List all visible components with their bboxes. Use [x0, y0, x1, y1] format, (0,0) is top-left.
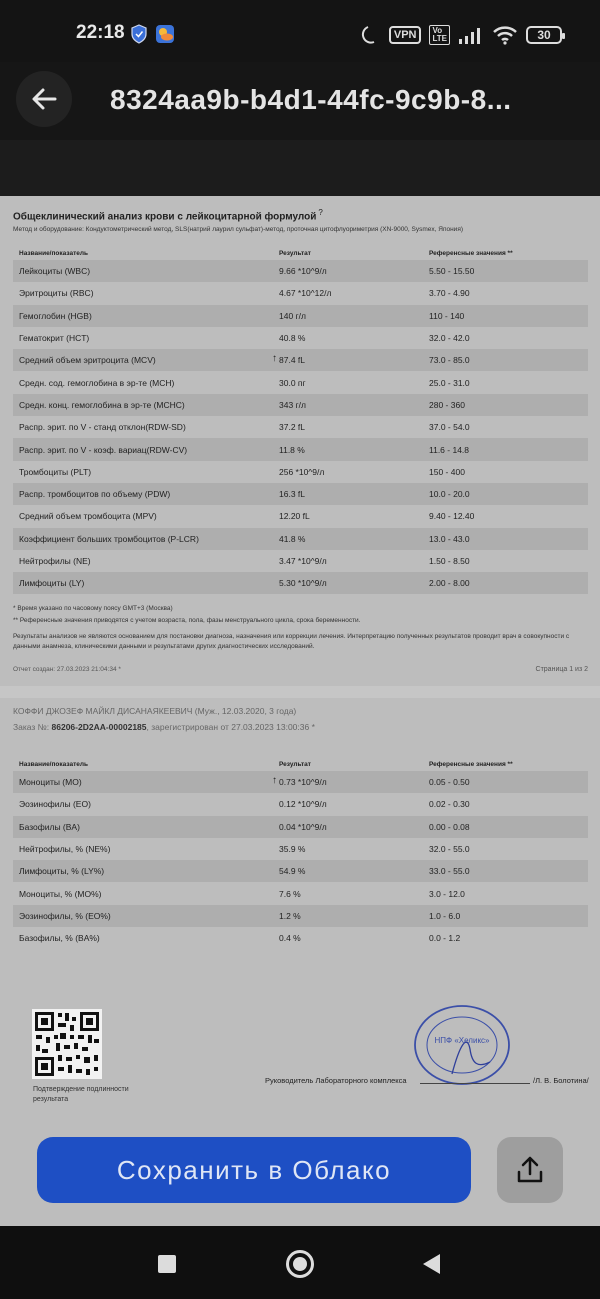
row-name: Лейкоциты (WBC)	[19, 266, 91, 277]
col-result-header: Результат	[279, 249, 311, 257]
table-body-page2	[13, 771, 588, 949]
arrow-left-icon	[30, 85, 58, 113]
content-top-spacer	[0, 140, 600, 196]
row-result-value: 87.4 fL	[279, 355, 305, 366]
table-row	[13, 550, 588, 572]
app-header	[0, 62, 600, 140]
row-reference: 13.0 - 43.0	[429, 533, 470, 544]
results-table-page2	[13, 757, 588, 949]
row-result	[279, 889, 429, 899]
order-info	[13, 722, 315, 732]
row-result	[279, 311, 429, 321]
row-result	[279, 333, 429, 343]
system-nav-bar	[0, 1226, 600, 1299]
row-name: Тромбоциты (PLT)	[19, 466, 92, 477]
row-result	[279, 578, 429, 588]
qr-code	[32, 1009, 102, 1079]
row-result	[279, 266, 429, 276]
row-reference: 150 - 400	[429, 466, 465, 477]
signal-icon	[458, 26, 484, 44]
info-icon: ?	[318, 208, 323, 217]
row-name: Коэффициент больших тромбоцитов (P-LCR)	[19, 533, 199, 544]
order-prefix: Заказ №:	[13, 722, 50, 732]
row-reference: 37.0 - 54.0	[429, 422, 470, 433]
note-timezone: * Время указано по часовому поясу GMT+3 (Москва)	[13, 605, 173, 612]
home-button[interactable]	[286, 1250, 314, 1278]
table-row	[13, 327, 588, 349]
row-result	[279, 822, 429, 832]
row-name: Лимфоциты, % (LY%)	[19, 866, 105, 877]
row-result-value: 40.8 %	[279, 333, 306, 344]
table-row	[13, 793, 588, 815]
row-result	[279, 400, 429, 410]
row-result	[279, 378, 429, 388]
row-reference: 0.00 - 0.08	[429, 821, 470, 832]
status-time: 22:18	[76, 22, 125, 43]
row-result-value: 16.3 fL	[279, 489, 305, 500]
row-name: Эозинофилы, % (EO%)	[19, 910, 111, 921]
stamp-seal	[412, 1004, 512, 1086]
row-reference: 32.0 - 42.0	[429, 333, 470, 344]
row-reference: 0.05 - 0.50	[429, 777, 470, 788]
table-row	[13, 438, 588, 460]
row-result-value: 35.9 %	[279, 844, 306, 855]
row-reference: 3.0 - 12.0	[429, 888, 465, 899]
table-row	[13, 349, 588, 371]
share-icon	[515, 1155, 545, 1185]
row-name: Средний объем тромбоцита (MPV)	[19, 511, 157, 522]
row-result-value: 0.04 *10^9/л	[279, 821, 327, 832]
row-result	[279, 467, 429, 477]
row-reference: 2.00 - 8.00	[429, 578, 470, 589]
table-row	[13, 927, 588, 949]
row-result-value: 9.66 *10^9/л	[279, 266, 327, 277]
signature-label: Руководитель Лабораторного комплекса	[265, 1076, 407, 1085]
battery-indicator: 30	[526, 26, 562, 44]
table-row	[13, 505, 588, 527]
row-name: Моноциты (MO)	[19, 777, 82, 788]
row-result-value: 4.67 *10^12/л	[279, 288, 332, 299]
row-reference: 0.0 - 1.2	[429, 933, 461, 944]
note-disclaimer: Результаты анализов не являются основанием для постановки диагноза, назначения или коррекции лечения. Интерпретацию полученных результатов проводит врач в совокупности с данными анамнеза, клиническими данными и результатами других диагностических исследований.	[13, 633, 570, 650]
col-name-header: Название/показатель	[19, 760, 89, 768]
row-name: Распр. эрит. по V - станд отклон(RDW-SD)	[19, 422, 186, 433]
page-divider	[0, 686, 600, 698]
table-row	[13, 860, 588, 882]
row-result-value: 343 г/л	[279, 399, 306, 410]
table-row	[13, 816, 588, 838]
share-button[interactable]	[497, 1137, 563, 1203]
row-name: Моноциты, % (MO%)	[19, 888, 102, 899]
row-name: Базофилы, % (BA%)	[19, 933, 100, 944]
qr-caption: Подтверждение подлинности результата	[33, 1086, 129, 1103]
signature-name: /Л. В. Болотина/	[533, 1076, 589, 1085]
row-result-value: 3.47 *10^9/л	[279, 556, 327, 566]
note-reference: ** Референсные значения приводятся с учетом возраста, пола, фазы менструального цикла, срока беременности.	[13, 617, 361, 624]
shield-icon	[130, 24, 148, 44]
status-bar	[0, 0, 600, 62]
table-row	[13, 394, 588, 416]
row-result	[279, 933, 429, 943]
table-row	[13, 282, 588, 304]
row-result-value: 140 г/л	[279, 310, 306, 321]
document-title	[13, 208, 323, 222]
row-reference: 73.0 - 85.0	[429, 355, 470, 366]
row-result-value: 7.6 %	[279, 888, 301, 899]
table-row	[13, 528, 588, 550]
system-back-button[interactable]	[423, 1254, 440, 1274]
row-name: Средн. конц. гемоглобина в эр-те (MCHC)	[19, 399, 185, 410]
row-result-value: 54.9 %	[279, 866, 306, 877]
status-icons	[359, 22, 562, 48]
row-result	[279, 911, 429, 921]
row-reference: 5.50 - 15.50	[429, 266, 475, 277]
row-reference: 33.0 - 55.0	[429, 866, 470, 877]
vpn-badge: VPN	[389, 26, 422, 44]
document-title-text: Общеклинический анализ крови с лейкоцитарной формулой	[13, 211, 317, 223]
row-reference: 25.0 - 31.0	[429, 377, 470, 388]
row-reference: 280 - 360	[429, 399, 465, 410]
row-result	[279, 422, 429, 432]
row-result-value: 0.12 *10^9/л	[279, 799, 327, 810]
row-result-value: 37.2 fL	[279, 422, 305, 433]
table-row	[13, 882, 588, 904]
table-row	[13, 905, 588, 927]
row-result	[272, 775, 429, 788]
row-result	[279, 445, 429, 455]
row-reference: 10.0 - 20.0	[429, 489, 470, 500]
row-name: Распр. тромбоцитов по объему (PDW)	[19, 489, 171, 500]
row-result-value: 0.73 *10^9/л	[279, 777, 327, 788]
col-reference-header: Референсные значения **	[429, 760, 513, 768]
table-row	[13, 416, 588, 438]
row-result-value: 0.4 %	[279, 933, 301, 944]
row-reference: 0.02 - 0.30	[429, 799, 470, 810]
patient-info: КОФФИ ДЖОЗЕФ МАЙКЛ ДИСАНАЯКЕЕВИЧ (Муж., 12.03.2020, 3 года)	[13, 706, 297, 716]
volte-bottom: LTE	[432, 34, 447, 43]
volte-top: Vo	[432, 26, 443, 35]
row-result	[272, 353, 429, 366]
table-body-page1	[13, 260, 588, 594]
row-name: Средн. сод. гемоглобина в эр-те (MCH)	[19, 377, 175, 388]
method-description: Метод и оборудование: Кондуктометрический метод, SLS(натрий лаурил сульфат)-метод, проточная цитофлуориметрия (XN-9000, Sysmex, Япония)	[13, 226, 463, 233]
volte-badge	[429, 25, 450, 45]
high-flag-icon: ↑	[272, 775, 277, 787]
stamp-text: НПФ «Хеликс»	[434, 1036, 490, 1045]
row-result-value: 5.30 *10^9/л	[279, 578, 327, 589]
table-row	[13, 461, 588, 483]
results-table-page1	[13, 246, 588, 594]
row-result	[279, 844, 429, 854]
save-to-cloud-button[interactable]: Сохранить в Облако	[37, 1137, 471, 1203]
row-result-value: 11.8 %	[279, 444, 305, 455]
table-row	[13, 305, 588, 327]
row-reference: 1.50 - 8.50	[429, 556, 470, 566]
row-reference: 1.0 - 6.0	[429, 910, 461, 921]
moon-icon	[359, 24, 381, 46]
signature-line	[420, 1083, 530, 1084]
col-name-header: Название/показатель	[19, 249, 89, 257]
row-result	[279, 799, 429, 809]
table-row	[13, 483, 588, 505]
table-row	[13, 371, 588, 393]
row-name: Гемоглобин (HGB)	[19, 310, 92, 321]
row-name: Эозинофилы (EO)	[19, 799, 91, 810]
table-header	[13, 246, 588, 260]
row-name: Лимфоциты (LY)	[19, 578, 85, 589]
row-result	[279, 556, 429, 566]
row-result-value: 12.20 fL	[279, 511, 310, 522]
row-result	[279, 534, 429, 544]
row-result	[279, 288, 429, 298]
table-row	[13, 260, 588, 282]
row-name: Нейтрофилы, % (NE%)	[19, 844, 111, 855]
document-preview[interactable]	[0, 196, 600, 1226]
row-result	[279, 511, 429, 521]
row-reference: 32.0 - 55.0	[429, 844, 470, 855]
row-reference: 9.40 - 12.40	[429, 511, 475, 522]
table-row	[13, 572, 588, 594]
row-name: Эритроциты (RBC)	[19, 288, 94, 299]
table-row	[13, 838, 588, 860]
row-result	[279, 866, 429, 876]
row-name: Гематокрит (HCT)	[19, 333, 90, 344]
col-result-header: Результат	[279, 760, 311, 768]
page-title: 8324aa9b-b4d1-44fc-9c9b-8...	[110, 84, 512, 115]
row-reference: 3.70 - 4.90	[429, 288, 470, 299]
row-result	[279, 489, 429, 499]
row-result-value: 256 *10^9/л	[279, 466, 325, 477]
col-reference-header: Референсные значения **	[429, 249, 513, 257]
row-result-value: 41.8 %	[279, 533, 306, 544]
table-header	[13, 757, 588, 771]
report-created: Отчет создан: 27.03.2023 21:04:34 *	[13, 666, 121, 673]
row-name: Базофилы (BA)	[19, 821, 80, 832]
order-suffix: , зарегистрирован от 27.03.2023 13:00:36 *	[146, 722, 315, 732]
row-result-value: 1.2 %	[279, 910, 301, 921]
row-name: Распр. эрит. по V - коэф. вариац(RDW-CV)	[19, 444, 188, 455]
page-number: Страница 1 из 2	[535, 666, 588, 673]
wifi-icon	[492, 25, 518, 45]
row-result-value: 30.0 пг	[279, 377, 306, 388]
back-button[interactable]	[16, 71, 72, 127]
row-name: Средний объем эритроцита (MCV)	[19, 355, 156, 366]
row-reference: 11.6 - 14.8	[429, 444, 470, 455]
table-row	[13, 771, 588, 793]
recent-apps-button[interactable]	[158, 1255, 176, 1273]
high-flag-icon: ↑	[272, 353, 277, 365]
row-reference: 110 - 140	[429, 310, 465, 321]
weather-icon	[155, 24, 175, 44]
order-number: 86206-2D2AA-00002185	[51, 722, 147, 732]
row-name: Нейтрофилы (NE)	[19, 556, 91, 566]
